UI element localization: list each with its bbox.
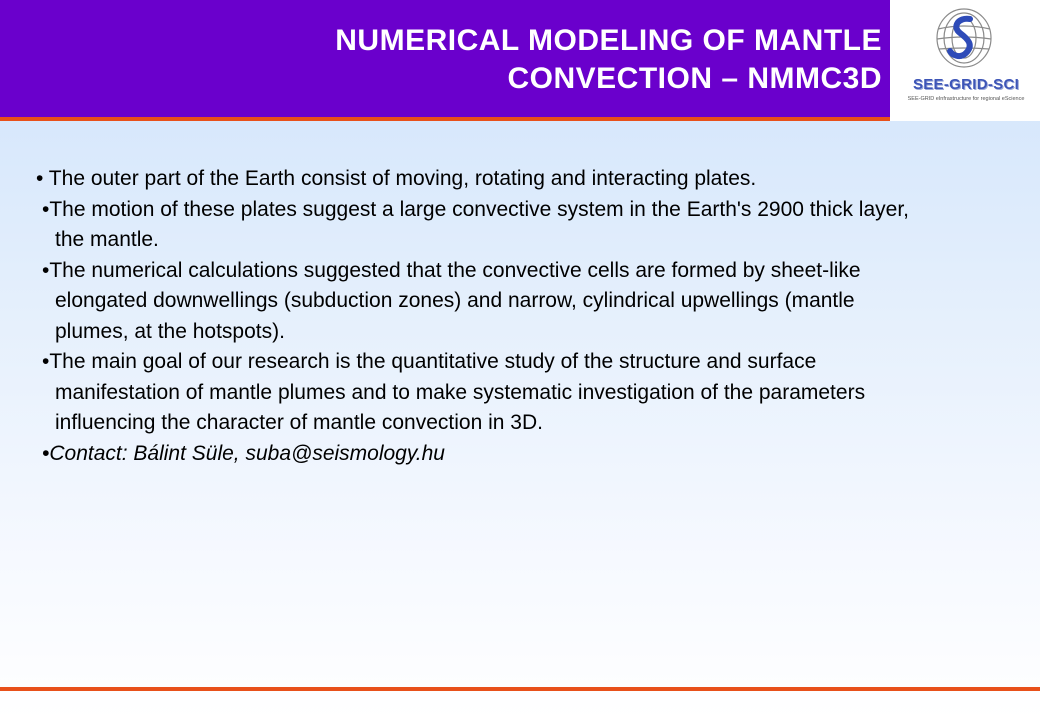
bullet-list: [36, 164, 916, 469]
logo-name: SEE-GRID-SCI: [912, 76, 1020, 93]
title-banner: [0, 0, 890, 117]
see-grid-logo-icon: [932, 5, 996, 71]
bullet-item: •The numerical calculations suggested that the convective cells are formed by sheet-like elongated downwellings (subduction zones) and narrow, cylindrical upwellings (mantle plumes, at the hotspots).: [42, 258, 861, 343]
bullet-item: • The outer part of the Earth consist of moving, rotating and interacting plates.: [36, 167, 757, 190]
slide-title-line-2: CONVECTION – NMMC3D: [507, 62, 882, 95]
contact-line: •Contact: Bálint Süle, suba@seismology.hu: [42, 441, 445, 465]
bullet-item: •The main goal of our research is the quantitative study of the structure and surface manifestation of mantle plumes and to make systematic investigation of the parameters influencing the character of mantle convection in 3D.: [42, 350, 866, 434]
logo-tagline: SEE-GRID eInfrastructure for regional eScience: [907, 96, 1025, 102]
bullet-item: •The motion of these plates suggest a large convective system in the Earth's 2900 thick layer, the mantle.: [42, 197, 909, 251]
footer-divider: [0, 687, 1040, 691]
logo: [890, 0, 1040, 121]
slide-title: [335, 22, 882, 98]
header-divider: [0, 117, 890, 121]
slide-title-line-1: NUMERICAL MODELING OF MANTLE: [335, 24, 882, 57]
